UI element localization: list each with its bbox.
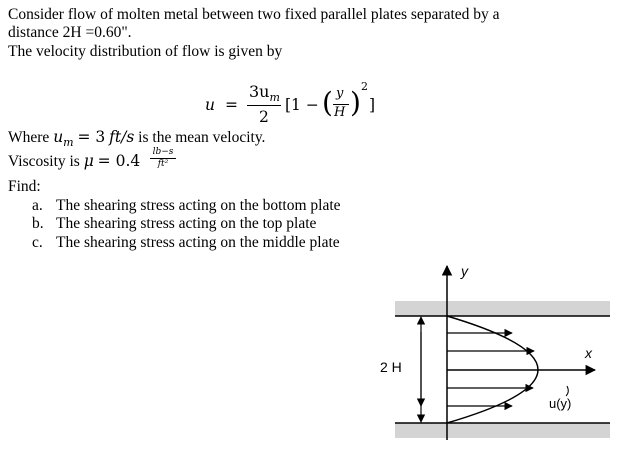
- intro-line-3: The velocity distribution of flow is given by: [8, 43, 283, 60]
- profile-label: u(y): [549, 396, 572, 411]
- y-axis-label: y: [461, 263, 468, 279]
- list-item: c. The shearing stress acting on the middle plate: [32, 234, 340, 251]
- eq-equals: =: [225, 96, 238, 114]
- viscosity-unit: lb−s ft²: [148, 147, 178, 169]
- top-plate: [395, 301, 610, 316]
- eq-lhs: u: [205, 96, 215, 114]
- eq-exponent: 2: [361, 80, 368, 93]
- profile-leader: [566, 386, 568, 396]
- eq-bracket-close: ]: [369, 96, 376, 114]
- eq-inner-den: H: [334, 105, 346, 120]
- intro-line-1: Consider flow of molten metal between two fixed parallel plates separated by a: [8, 6, 500, 23]
- um-symbol: $u_m$: [53, 128, 74, 150]
- eq-denominator: 2: [259, 108, 269, 126]
- viscosity-line: Viscosity is μ = 0.4: [8, 152, 141, 170]
- bottom-plate: [395, 423, 610, 438]
- list-item: a. The shearing stress acting on the bottom plate: [32, 197, 341, 214]
- eq-numerator: $3u_m$: [249, 82, 280, 105]
- intro-line-2: distance 2H =0.60".: [8, 24, 132, 41]
- find-label: Find:: [8, 178, 41, 195]
- eq-paren-left: (: [322, 86, 333, 119]
- eq-inner-num: y: [336, 86, 344, 101]
- eq-paren-right: ): [350, 86, 361, 119]
- list-item: b. The shearing stress acting on the top plate: [32, 215, 317, 232]
- eq-bracket-open: [1 −: [285, 96, 319, 114]
- x-axis-label: x: [585, 345, 592, 361]
- gap-label: 2 H: [380, 359, 402, 375]
- mean-velocity-line: Where $u_m = 3$ ft/s is the mean velocity.: [8, 128, 266, 150]
